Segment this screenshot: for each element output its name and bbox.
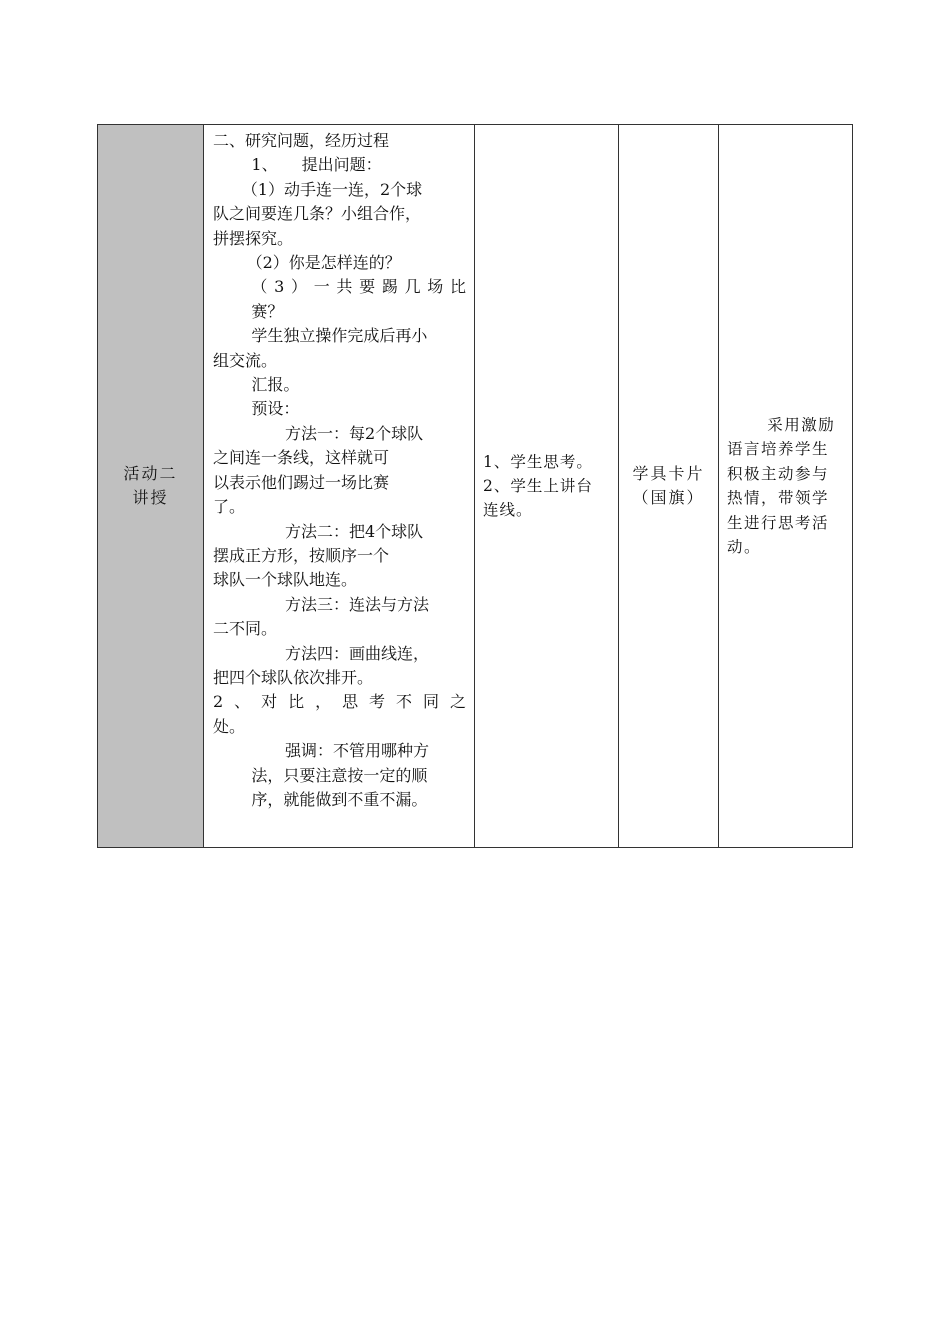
content-line: 法，只要注意按一定的顺 — [251, 765, 428, 785]
content-line: 二、研究问题，经历过程 — [213, 131, 390, 150]
intent-line: 动。 — [727, 538, 762, 556]
stage-line-2: 讲授 — [132, 488, 169, 507]
lesson-plan-table — [97, 124, 853, 848]
intent-line: 热情，带领学 — [727, 489, 830, 507]
content-line: 之间连一条线，这样就可 — [213, 448, 390, 468]
design-intent — [719, 413, 843, 560]
resource-line: 学具卡片 — [632, 464, 705, 483]
content-line: 摆成正方形，按顺序一个 — [213, 545, 390, 565]
content-line: 方法一：每2个球队 — [285, 423, 424, 443]
stage-cell — [98, 125, 204, 847]
intent-line: 积极主动参与 — [727, 464, 830, 483]
content-line: 球队一个球队地连。 — [213, 570, 358, 590]
teacher-content-cell — [204, 125, 475, 847]
content-line: 赛？ — [251, 301, 284, 321]
content-line: 方法三：连法与方法 — [285, 594, 430, 614]
content-line: 预设： — [251, 399, 300, 419]
student-line: 2、学生上讲台 — [483, 477, 593, 495]
content-line: （2）你是怎样连的？ — [246, 253, 401, 273]
intent-line: 生进行思考活 — [727, 513, 830, 532]
content-line: 1、 提出问题： — [251, 155, 382, 175]
content-line: （1）动手连一连，2个球 — [241, 179, 423, 199]
teacher-content — [204, 125, 474, 812]
resource-line: （国旗） — [632, 488, 705, 507]
intent-line: 语言培养学生 — [727, 440, 830, 458]
content-line: 队之间要连几条？小组合作， — [213, 204, 422, 224]
content-line: 组交流。 — [213, 350, 278, 370]
student-activity — [475, 450, 593, 522]
content-line: （3）一共要踢几场比 — [251, 277, 466, 297]
content-line: 方法四：画曲线连， — [285, 643, 430, 663]
content-line: 以表示他们踢过一场比赛 — [213, 472, 390, 492]
resources — [632, 462, 704, 510]
content-line: 学生独立操作完成后再小 — [251, 326, 428, 346]
content-line: 处。 — [213, 716, 246, 736]
content-line: 强调：不管用哪种方 — [285, 741, 430, 761]
content-line: 方法二：把4个球队 — [285, 521, 424, 541]
stage-label — [123, 462, 177, 510]
content-line: 二不同。 — [213, 619, 278, 639]
content-line: 序，就能做到不重不漏。 — [251, 789, 428, 809]
content-line: 拼摆探究。 — [213, 228, 294, 248]
student-line: 1、学生思考。 — [483, 453, 593, 471]
content-line: 2、对比，思考不同之 — [213, 692, 466, 712]
student-activity-cell — [475, 125, 619, 847]
intent-line: 采用激励 — [767, 415, 836, 434]
resources-cell — [619, 125, 719, 847]
content-line: 了。 — [213, 497, 246, 517]
stage-line-1: 活动二 — [123, 464, 178, 483]
student-line: 连线。 — [483, 501, 533, 519]
content-line: 汇报。 — [251, 375, 300, 395]
design-intent-cell — [719, 125, 852, 847]
content-line: 把四个球队依次排开。 — [213, 667, 374, 687]
